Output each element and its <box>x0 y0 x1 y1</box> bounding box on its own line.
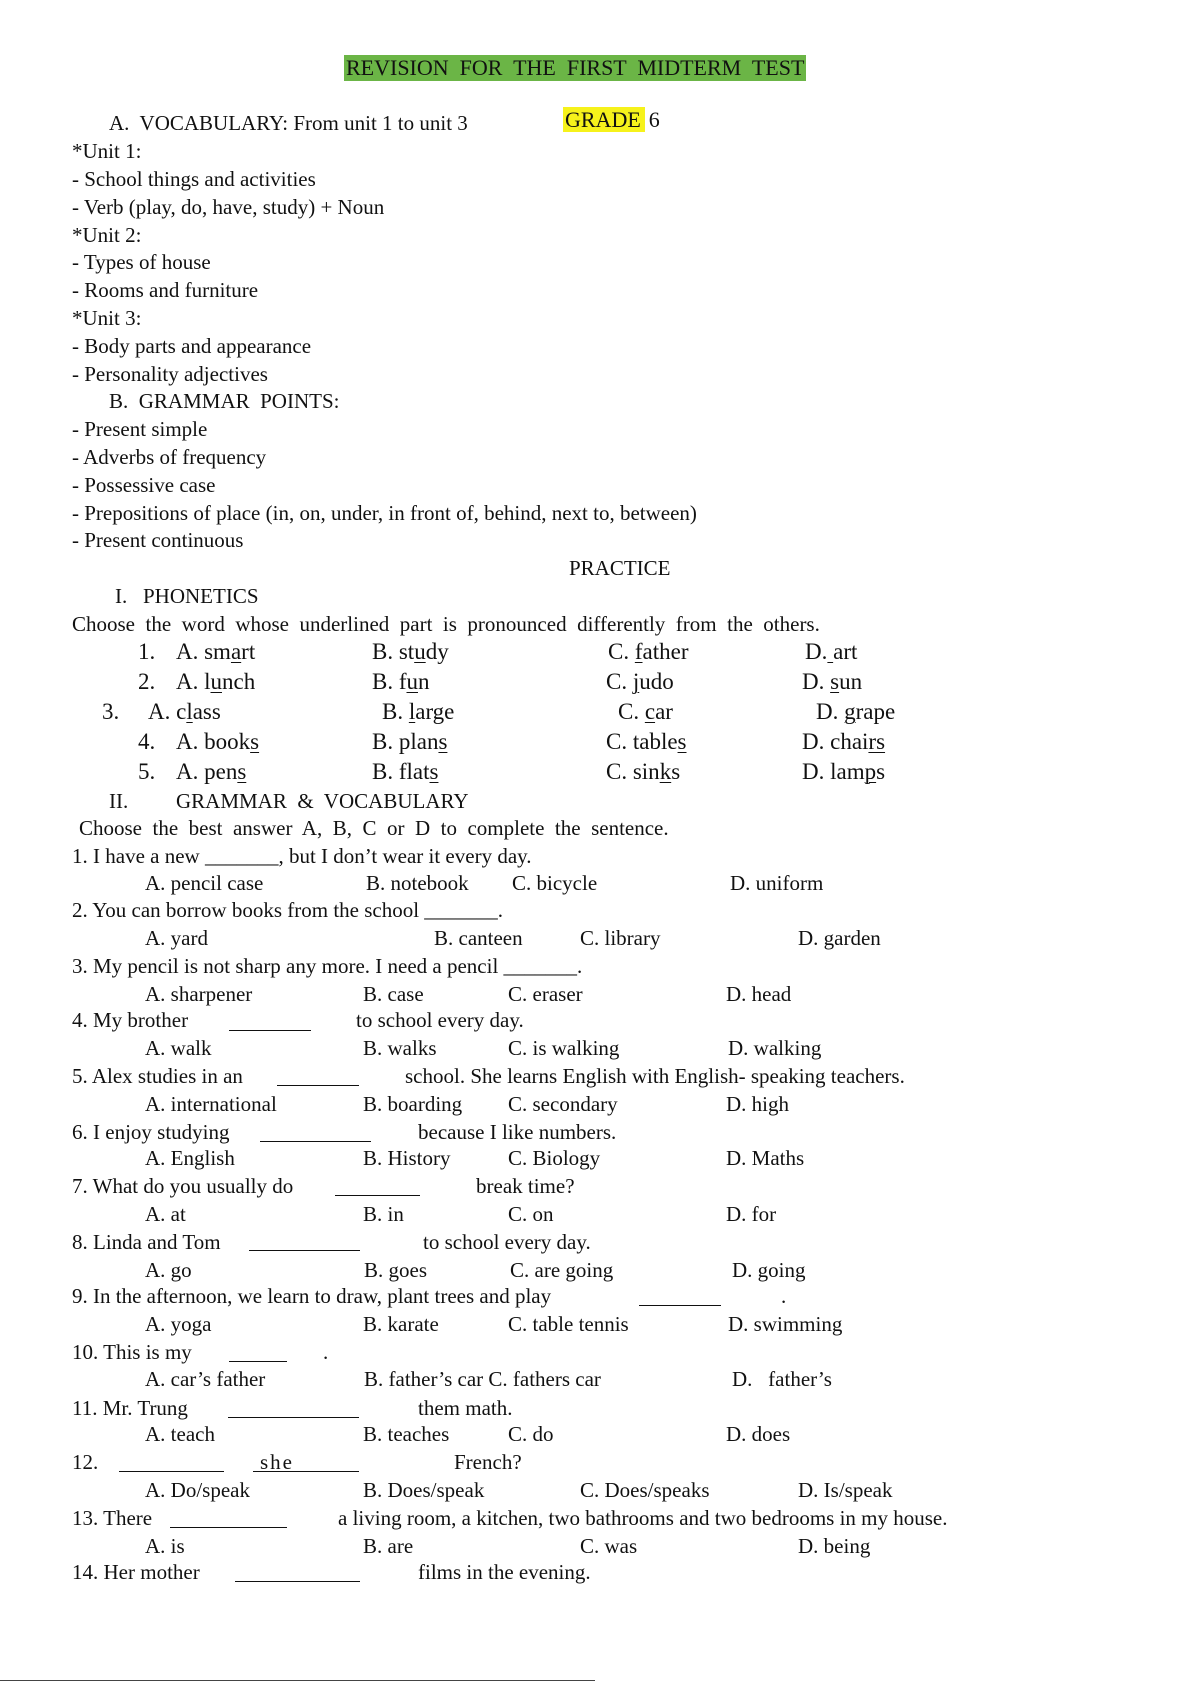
question-stem: a living room, a kitchen, two bathrooms and two bedrooms in my house. <box>338 1506 948 1530</box>
answer-blank[interactable] <box>639 1305 721 1306</box>
question-stem: 1. I have a new _______, but I don’t wear it every day. <box>72 844 532 868</box>
question-stem: 2. You can borrow books from the school _______. <box>72 898 504 922</box>
answer-blank[interactable] <box>229 1030 311 1031</box>
question-stem: 3. My pencil is not sharp any more. I need a pencil _______. <box>72 954 583 978</box>
question-stem: to school every day. <box>423 1230 591 1254</box>
unit2-item: - Types of house <box>72 250 211 274</box>
answer-option: B. teaches <box>363 1422 450 1446</box>
grammar-heading: B. GRAMMAR POINTS: <box>109 389 340 413</box>
answer-option: A. at <box>145 1202 186 1226</box>
answer-option: B. are <box>363 1534 414 1558</box>
phonetics-option: A. pens <box>176 759 247 784</box>
question-stem: 12. <box>72 1450 99 1474</box>
question-stem: . <box>323 1340 329 1364</box>
answer-blank[interactable] <box>170 1527 287 1528</box>
unit2-item: - Rooms and furniture <box>72 278 259 302</box>
unit3-label: *Unit 3: <box>72 306 142 330</box>
phonetics-option: C. tables <box>606 729 687 754</box>
answer-option: B. canteen <box>434 926 523 950</box>
answer-option: D. being <box>798 1534 871 1558</box>
answer-option: C. bicycle <box>512 871 598 895</box>
gv-heading-number: II. <box>109 789 129 813</box>
phonetics-option: B. plans <box>372 729 448 754</box>
answer-option: B. father’s car C. fathers car <box>364 1367 601 1391</box>
grammar-item: - Present continuous <box>72 528 244 552</box>
question-stem: 4. My brother <box>72 1008 189 1032</box>
answer-option: C. is walking <box>508 1036 620 1060</box>
answer-option: B. boarding <box>363 1092 463 1116</box>
unit1-item: - Verb (play, do, have, study) + Noun <box>72 195 385 219</box>
question-stem: films in the evening. <box>418 1560 591 1584</box>
phonetics-q-number: 1. <box>138 639 156 664</box>
question-stem: school. She learns English with English- speaking teachers. <box>405 1064 905 1088</box>
answer-option: D. father’s <box>732 1367 832 1391</box>
answer-option: B. in <box>363 1202 404 1226</box>
unit3-item: - Personality adjectives <box>72 362 268 386</box>
answer-option: B. Does/speak <box>363 1478 485 1502</box>
answer-option: C. secondary <box>508 1092 618 1116</box>
phonetics-option: C. sinks <box>606 759 681 784</box>
answer-blank[interactable] <box>229 1361 287 1362</box>
grade-label: GRADE <box>563 107 645 132</box>
unit3-item: - Body parts and appearance <box>72 334 312 358</box>
phonetics-option: A. books <box>176 729 260 754</box>
question-stem: 7. What do you usually do <box>72 1174 294 1198</box>
answer-option: B. walks <box>363 1036 437 1060</box>
phonetics-option: C. father <box>608 639 689 664</box>
question-stem: 11. Mr. Trung <box>72 1396 188 1420</box>
question-stem: 8. Linda and Tom <box>72 1230 221 1254</box>
page-bottom-rule <box>0 1680 595 1681</box>
phonetics-option: D. chairs <box>802 729 886 754</box>
answer-option: A. walk <box>145 1036 212 1060</box>
answer-option: C. Does/speaks <box>580 1478 710 1502</box>
gv-instruction: Choose the best answer A, B, C or D to complete the sentence. <box>79 816 669 840</box>
grammar-item: - Present simple <box>72 417 208 441</box>
grade-number: 6 <box>648 107 660 132</box>
answer-option: D. walking <box>728 1036 822 1060</box>
answer-option: D. high <box>726 1092 789 1116</box>
answer-option: D. going <box>732 1258 806 1282</box>
phonetics-option: A. class <box>148 699 221 724</box>
answer-option: C. are going <box>510 1258 614 1282</box>
phonetics-instruction: Choose the word whose underlined part is pronounced differently from the others. <box>72 612 820 636</box>
question-stem: 13. There <box>72 1506 153 1530</box>
phonetics-option: B. fun <box>372 669 430 694</box>
answer-option: D. swimming <box>728 1312 843 1336</box>
question-stem: 10. This is my <box>72 1340 192 1364</box>
answer-option: A. pencil case <box>145 871 264 895</box>
question-stem: 14. Her mother <box>72 1560 200 1584</box>
answer-option: C. on <box>508 1202 554 1226</box>
answer-option: A. car’s father <box>145 1367 266 1391</box>
phonetics-option: A. smart <box>176 639 256 664</box>
answer-option: C. library <box>580 926 661 950</box>
question-stem: French? <box>454 1450 522 1474</box>
answer-option: C. table tennis <box>508 1312 629 1336</box>
answer-option: D. for <box>726 1202 777 1226</box>
answer-blank[interactable] <box>235 1581 360 1582</box>
answer-option: C. eraser <box>508 982 583 1006</box>
phonetics-q-number: 3. <box>102 699 120 724</box>
doc-title: REVISION FOR THE FIRST MIDTERM TEST <box>346 55 805 80</box>
phonetics-option: D. art <box>805 639 858 664</box>
answer-option: A. yoga <box>145 1312 212 1336</box>
phonetics-option: B. large <box>382 699 455 724</box>
question-stem: to school every day. <box>356 1008 524 1032</box>
answer-blank[interactable] <box>277 1085 359 1086</box>
answer-option: C. Biology <box>508 1146 601 1170</box>
answer-blank[interactable] <box>249 1250 360 1251</box>
question-stem: 6. I enjoy studying <box>72 1120 230 1144</box>
grammar-item: - Possessive case <box>72 473 216 497</box>
phonetics-option: D. lamps <box>802 759 886 784</box>
answer-option: A. yard <box>145 926 208 950</box>
answer-option: A. English <box>145 1146 235 1170</box>
phonetics-option: B. study <box>372 639 449 664</box>
answer-blank[interactable] <box>335 1195 420 1196</box>
answer-option: B. History <box>363 1146 451 1170</box>
unit2-label: *Unit 2: <box>72 223 142 247</box>
phonetics-option: D. grape <box>816 699 896 724</box>
phonetics-option: D. sun <box>802 669 863 694</box>
phonetics-option: A. lunch <box>176 669 256 694</box>
answer-blank[interactable] <box>260 1141 371 1142</box>
question-stem: she <box>260 1450 294 1474</box>
phonetics-q-number: 4. <box>138 729 156 754</box>
phonetics-option: C. judo <box>606 669 674 694</box>
phonetics-q-number: 2. <box>138 669 156 694</box>
answer-option: B. case <box>363 982 424 1006</box>
vocab-heading: A. VOCABULARY: From unit 1 to unit 3 <box>109 111 468 135</box>
answer-option: D. does <box>726 1422 791 1446</box>
answer-option: A. teach <box>145 1422 215 1446</box>
practice-heading: PRACTICE <box>569 556 671 580</box>
grammar-item: - Adverbs of frequency <box>72 445 267 469</box>
answer-blank[interactable] <box>228 1417 359 1418</box>
unit1-item: - School things and activities <box>72 167 316 191</box>
answer-option: B. goes <box>364 1258 427 1282</box>
answer-option: D. uniform <box>730 871 824 895</box>
answer-option: A. sharpener <box>145 982 253 1006</box>
answer-option: C. do <box>508 1422 554 1446</box>
phonetics-q-number: 5. <box>138 759 156 784</box>
answer-option: C. was <box>580 1534 638 1558</box>
grade-line <box>552 81 660 133</box>
phonetics-heading: I. PHONETICS <box>115 584 259 608</box>
question-stem: 9. In the afternoon, we learn to draw, plant trees and play <box>72 1284 552 1308</box>
answer-option: A. international <box>145 1092 277 1116</box>
answer-option: D. Is/speak <box>798 1478 893 1502</box>
phonetics-option: B. flats <box>372 759 439 784</box>
answer-option: A. go <box>145 1258 192 1282</box>
question-stem: them math. <box>418 1396 513 1420</box>
answer-option: B. notebook <box>366 871 469 895</box>
question-stem: 5. Alex studies in an <box>72 1064 243 1088</box>
answer-option: D. head <box>726 982 792 1006</box>
answer-option: D. garden <box>798 926 881 950</box>
gv-heading: GRAMMAR & VOCABULARY <box>176 789 469 813</box>
answer-option: A. is <box>145 1534 185 1558</box>
question-stem: . <box>781 1284 787 1308</box>
question-stem: break time? <box>476 1174 575 1198</box>
answer-option: D. Maths <box>726 1146 805 1170</box>
question-stem: because I like numbers. <box>418 1120 617 1144</box>
grammar-item: - Prepositions of place (in, on, under, in front of, behind, next to, between) <box>72 501 697 525</box>
answer-option: B. karate <box>363 1312 439 1336</box>
answer-option: A. Do/speak <box>145 1478 250 1502</box>
phonetics-option: C. car <box>618 699 673 724</box>
answer-blank[interactable] <box>119 1471 224 1472</box>
unit1-label: *Unit 1: <box>72 139 142 163</box>
